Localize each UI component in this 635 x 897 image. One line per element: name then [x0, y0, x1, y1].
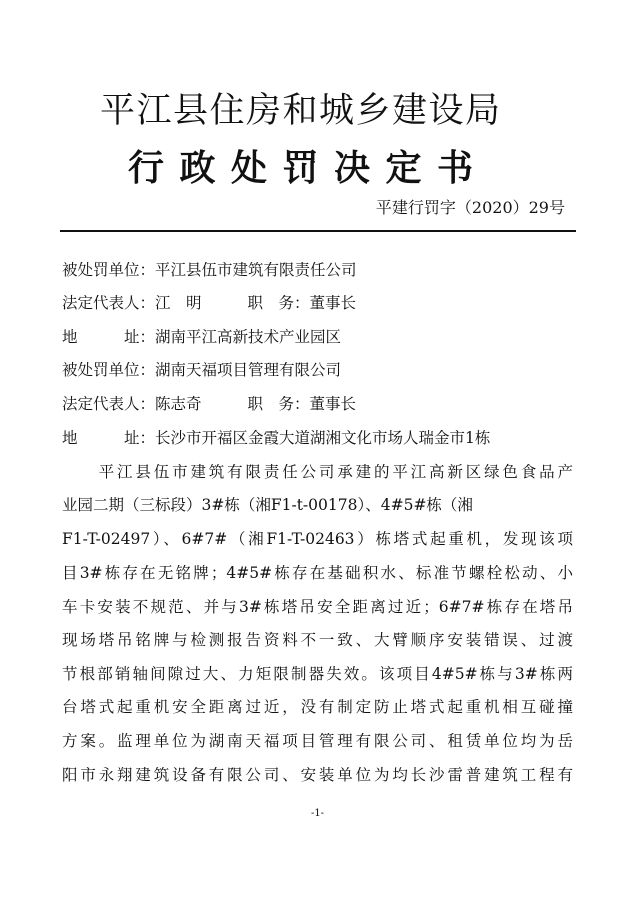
party-unit-1	[62, 259, 357, 281]
body-line: 方案。监理单位为湖南天福项目管理有限公司、租赁单位均为岳	[62, 732, 573, 750]
field-value: 长沙市开福区金霞大道湖湘文化市场人瑞金市1栋	[155, 429, 491, 447]
field-value: 董事长	[309, 395, 357, 413]
body-line: 阳市永翔建筑设备有限公司、安装单位为均长沙雷普建筑工程有	[62, 766, 573, 784]
field-value: 董事长	[309, 294, 357, 312]
field-label: 地 址：	[62, 328, 156, 346]
field-label: 被处罚单位：	[62, 361, 156, 379]
party-rep-1	[62, 292, 356, 314]
document-number: 平建行罚字（2020）29号	[375, 198, 565, 217]
header-divider	[60, 230, 576, 232]
field-value: 江 明	[155, 294, 202, 312]
party-rep-2	[62, 393, 356, 415]
party-address-2	[62, 427, 490, 449]
body-line: 业园二期（三标段）3#栋（湘F1-t-00178）、4#5#栋（湘	[62, 496, 473, 514]
field-label: 地 址：	[62, 429, 156, 447]
page-number: -1-	[310, 808, 325, 819]
field-value: 湖南天福项目管理有限公司	[155, 361, 342, 379]
field-label: 被处罚单位：	[62, 261, 156, 279]
document-type-title: 行政处罚决定书	[128, 147, 473, 189]
body-line: 节根部销轴间隙过大、力矩限制器失效。该项目4#5#栋与3#栋两	[62, 665, 573, 683]
body-line: 目3#栋存在无铭牌；4#5#栋存在基础积水、标准节螺栓松动、小	[62, 564, 573, 582]
body-line: F1-T-02497）、6#7#（湘F1-T-02463）栋塔式起重机，发现该项	[62, 530, 573, 548]
party-address-1	[62, 326, 341, 348]
party-unit-2	[62, 359, 341, 381]
agency-title: 平江县住房和城乡建设局	[100, 91, 500, 131]
field-value: 湖南平江高新技术产业园区	[155, 328, 342, 346]
field-label: 职 务：	[247, 395, 310, 413]
body-line: 车卡安装不规范、并与3#栋塔吊安全距离过近；6#7#栋存在塔吊	[62, 598, 573, 616]
field-label: 职 务：	[247, 294, 310, 312]
field-label: 法定代表人：	[62, 395, 156, 413]
field-value: 平江县伍市建筑有限责任公司	[155, 261, 357, 279]
body-line: 现场塔吊铭牌与检测报告资料不一致、大臂顺序安装错误、过渡	[62, 631, 573, 649]
body-line: 平江县伍市建筑有限责任公司承建的平江高新区绿色食品产	[62, 463, 573, 481]
field-value: 陈志奇	[155, 395, 202, 413]
body-line: 台塔式起重机安全距离过近，没有制定防止塔式起重机相互碰撞	[62, 698, 573, 716]
field-label: 法定代表人：	[62, 294, 156, 312]
